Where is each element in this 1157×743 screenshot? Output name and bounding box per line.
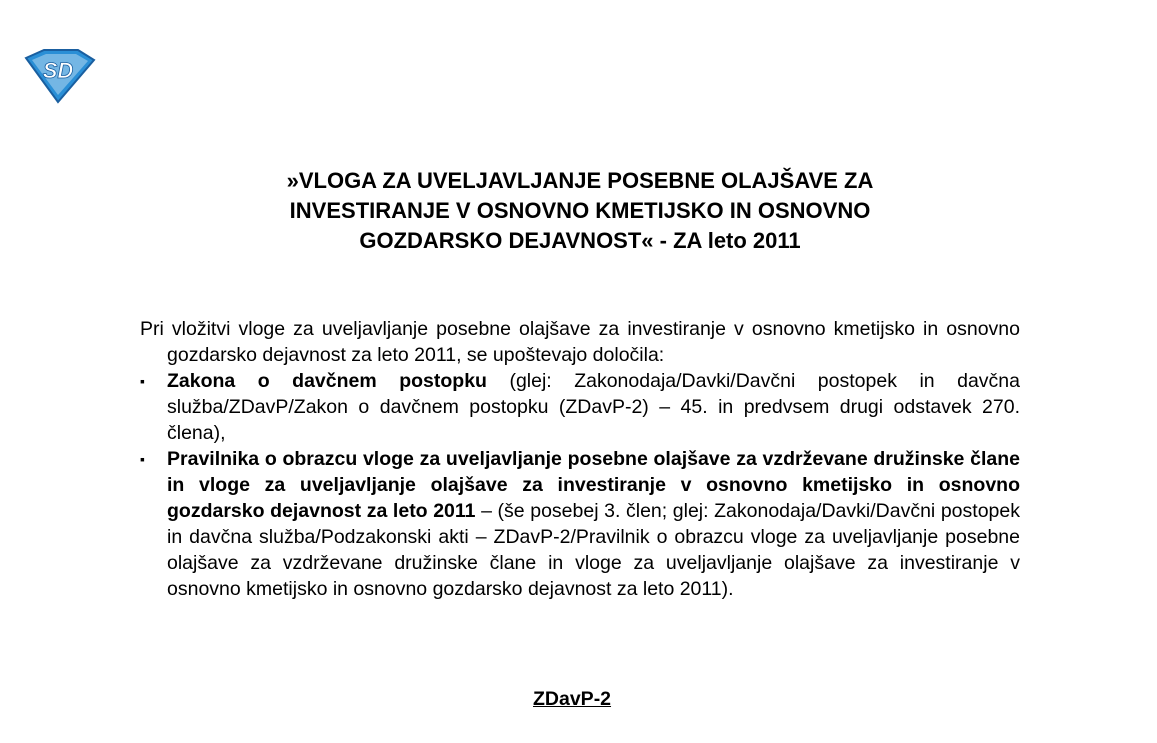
square-bullet-icon: ▪ — [140, 373, 145, 389]
bullet-bold-text: Pravilnika o obrazcu vloge za uveljavljanje posebne olajšave za vzdrževane družinske člane in vloge za uveljavljanje olajšave za investiranje v osnovno kmetijsko in osnovno gozdarsko dejavnost za leto 2011 — [167, 448, 1020, 522]
bullet-list — [140, 368, 1020, 602]
bullet-item-rulebook — [140, 446, 1020, 602]
logo — [22, 48, 96, 104]
bullet-text: – (še posebej 3. člen; glej: Zakonodaja/Davki/Davčni postopek in davčna služba/Podzakonski akti – ZDavP-2/Pravilnik o obrazcu vloge za uveljavljanje posebne olajšave za vzdrževane družinske člane in vloge za uveljavljanje olajšave za investiranje v osnovno kmetijsko in osnovno gozdarsko dejavnost za leto 2011). — [167, 500, 1020, 600]
title-line-1: »VLOGA ZA UVELJAVLJANJE POSEBNE OLAJŠAVE ZA — [286, 168, 874, 193]
logo-emblem-icon — [22, 48, 96, 104]
intro-paragraph: Pri vložitvi vloge za uveljavljanje posebne olajšave za investiranje v osnovno kmetijsko in osnovno gozdarsko dejavnost za leto 2011, se upoštevajo določila: — [140, 318, 1020, 366]
bullet-item-zdavp-law — [140, 368, 1020, 446]
bullet-bold-text: Zakona o davčnem postopku — [167, 370, 487, 392]
document-title — [140, 166, 1020, 256]
section-heading: ZDavP-2 — [533, 688, 612, 710]
bullet-text: (glej: Zakonodaja/Davki/Davčni postopek in davčna služba/ZDavP/Zakon o davčnem postopku (ZDavP-2) – 45. in predvsem drugi odstavek 270. člena), — [167, 370, 1020, 444]
logo-letters: SD — [42, 58, 74, 83]
document-body — [140, 316, 1020, 602]
title-line-3: GOZDARSKO DEJAVNOST« - ZA leto 2011 — [359, 228, 801, 253]
square-bullet-icon: ▪ — [140, 451, 145, 467]
title-line-2: INVESTIRANJE V OSNOVNO KMETIJSKO IN OSNOVNO — [289, 198, 871, 223]
